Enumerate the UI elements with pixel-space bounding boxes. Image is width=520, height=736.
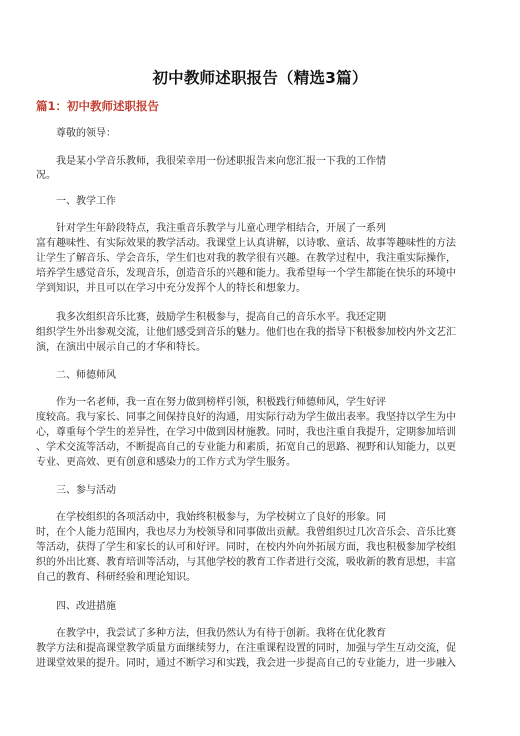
paragraph-line: 时，在个人能力范围内，我也尽力为校领导和同事做出贡献。我曾组织过几次音乐会、音乐比赛 <box>36 527 456 538</box>
paragraph-line: 织的外出比赛、教育培训等活动，与其他学校的教育工作者进行交流，吸收新的教育思想，丰富 <box>36 557 456 568</box>
paragraph-line: 、学术交流等活动，不断提高自己的专业能力和素质，拓宽自己的思路、视野和认知能力，以更 <box>36 442 456 453</box>
paragraph-line: 富有趣味性、有实际效果的教学活动。我课堂上认真讲解，以诗歌、童话、故事等趣味性的方法 <box>36 238 456 249</box>
paragraph-line: 进课堂效果的提升。同时，通过不断学习和实践，我会进一步提高自己的专业能力，进一步融入 <box>36 658 456 669</box>
paragraph-line: 专业、更高效、更有创意和感染力的工作方式为学生服务。 <box>36 457 296 468</box>
paragraph-line: 等活动，获得了学生和家长的认可和好评。同时，在校内外向外拓展方面，我也积极参加学校组 <box>36 542 456 553</box>
heading-teaching: 一、教学工作 <box>56 196 116 207</box>
paragraph-line: 组织学生外出参观交流，让他们感受到音乐的魅力。他们也在我的指导下积极参加校内外文艺汇 <box>36 327 456 338</box>
intro-line: 况。 <box>36 170 56 181</box>
document-title: 初中教师述职报告（精选3篇） <box>152 69 368 87</box>
paragraph-line: 教学方法和提高课堂教学质量方面继续努力，在注重课程设置的同时，加强与学生互动交流，促 <box>36 643 456 654</box>
paragraph-line: 我多次组织音乐比赛，鼓励学生积极参与，提高自己的音乐水平。我还定期 <box>56 312 386 323</box>
section-heading: 篇1：初中教师述职报告 <box>36 99 160 113</box>
heading-improvements: 四、改进措施 <box>56 601 116 612</box>
paragraph-line: 学到知识，并且可以在学习中充分发挥个人的特长和想象力。 <box>36 283 306 294</box>
paragraph-line: 作为一名老师，我一直在努力做到榜样引领，积极践行师德师风，学生好评 <box>56 397 386 408</box>
greeting: 尊敬的领导： <box>56 128 116 139</box>
paragraph-line: 演，在演出中展示自己的才华和特长。 <box>36 342 206 353</box>
paragraph-line: 让学生了解音乐、学会音乐，学生们也对我的教学很有兴趣。在教学过程中，我注重实际操作， <box>36 253 456 264</box>
paragraph-line: 度较高。我与家长、同事之间保持良好的沟通，用实际行动为学生做出表率。我坚持以学生为中 <box>36 412 456 423</box>
paragraph-line: 针对学生年龄段特点，我注重音乐教学与儿童心理学相结合，开展了一系列 <box>56 223 386 234</box>
paragraph-line: 培养学生感觉音乐，发现音乐，创造音乐的兴趣和能力。我希望每一个学生都能在快乐的环境中 <box>36 268 456 279</box>
heading-activities: 三、参与活动 <box>56 485 116 496</box>
paragraph-line: 心，尊重每个学生的差异性，在学习中做到因材施教。同时，我也注重自我提升，定期参加培训 <box>36 427 456 438</box>
heading-ethics: 二、师德师风 <box>56 370 116 381</box>
paragraph-line: 在教学中，我尝试了多种方法，但我仍然认为有待于创新。我将在优化教育 <box>56 628 386 639</box>
paragraph-line: 在学校组织的各项活动中，我始终积极参与，为学校树立了良好的形象。同 <box>56 512 386 523</box>
intro-line: 我是某小学音乐教师，我很荣幸用一份述职报告来向您汇报一下我的工作情 <box>56 156 386 167</box>
paragraph-line: 自己的教育、科研经验和理论知识。 <box>36 572 196 583</box>
